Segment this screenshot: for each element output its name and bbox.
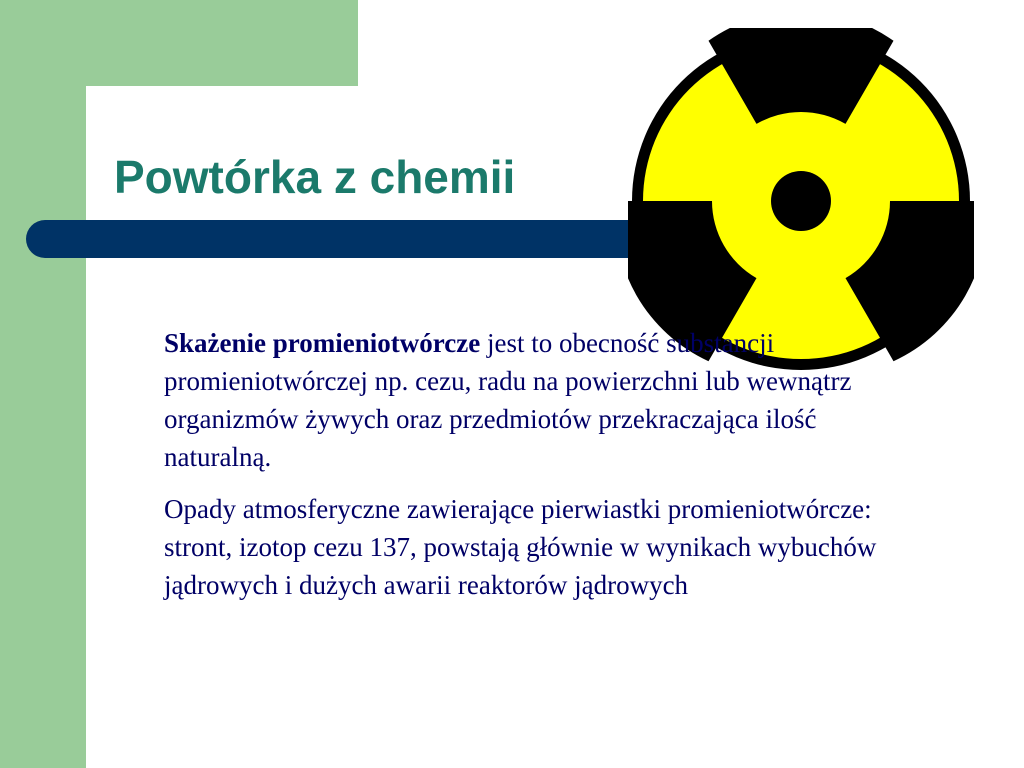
term-bold: Skażenie promieniotwórcze bbox=[164, 328, 481, 358]
paragraph-fallout: Opady atmosferyczne zawierające pierwiastki promieniotwórcze: stront, izotop cezu 137, powstają głównie w wynikach wybuchów jądrowych i dużych awarii reaktorów jądrowych bbox=[164, 494, 877, 600]
title-underline-bar bbox=[26, 220, 666, 258]
green-side-strip bbox=[0, 0, 86, 768]
definition-text: jest to obecność substancji promieniotwórczej np. cezu, radu na powierzchni lub wewnątrz organizmów żywych oraz przedmiotów przekraczająca ilość naturalną. bbox=[164, 328, 852, 472]
slide-title: Powtórka z chemii bbox=[114, 151, 516, 203]
green-top-block bbox=[86, 0, 358, 86]
radiation-hazard-icon bbox=[628, 28, 974, 374]
rounded-corner bbox=[86, 86, 146, 146]
slide-body bbox=[164, 324, 924, 618]
paragraph-definition bbox=[164, 324, 924, 476]
